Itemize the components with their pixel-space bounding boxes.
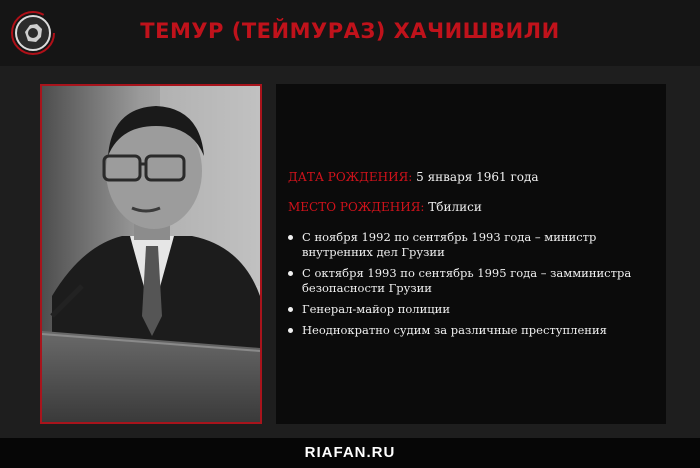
birth-place-value: Тбилиси (428, 200, 482, 214)
list-item: Генерал-майор полиции (288, 302, 648, 317)
birth-date-value: 5 января 1961 года (416, 170, 539, 184)
list-item: С октября 1993 по сентябрь 1995 года – замминистра безопасности Грузии (288, 266, 648, 296)
page-title: ТЕМУР (ТЕЙМУРАЗ) ХАЧИШВИЛИ (140, 19, 560, 43)
birth-date-label: ДАТА РОЖДЕНИЯ: (288, 170, 413, 184)
birth-date (288, 170, 539, 184)
list-item: Неоднократно судим за различные преступления (288, 323, 648, 338)
info-panel (276, 84, 666, 424)
footer-bar (0, 438, 700, 468)
list-item: С ноября 1992 по сентябрь 1993 года – министр внутренних дел Грузии (288, 230, 648, 260)
biography-list (288, 230, 648, 344)
birth-place-label: МЕСТО РОЖДЕНИЯ: (288, 200, 425, 214)
header-bar (0, 0, 700, 67)
portrait-photo (40, 84, 262, 424)
site-link[interactable]: RIAFAN.RU (304, 444, 396, 461)
birth-place (288, 200, 482, 214)
